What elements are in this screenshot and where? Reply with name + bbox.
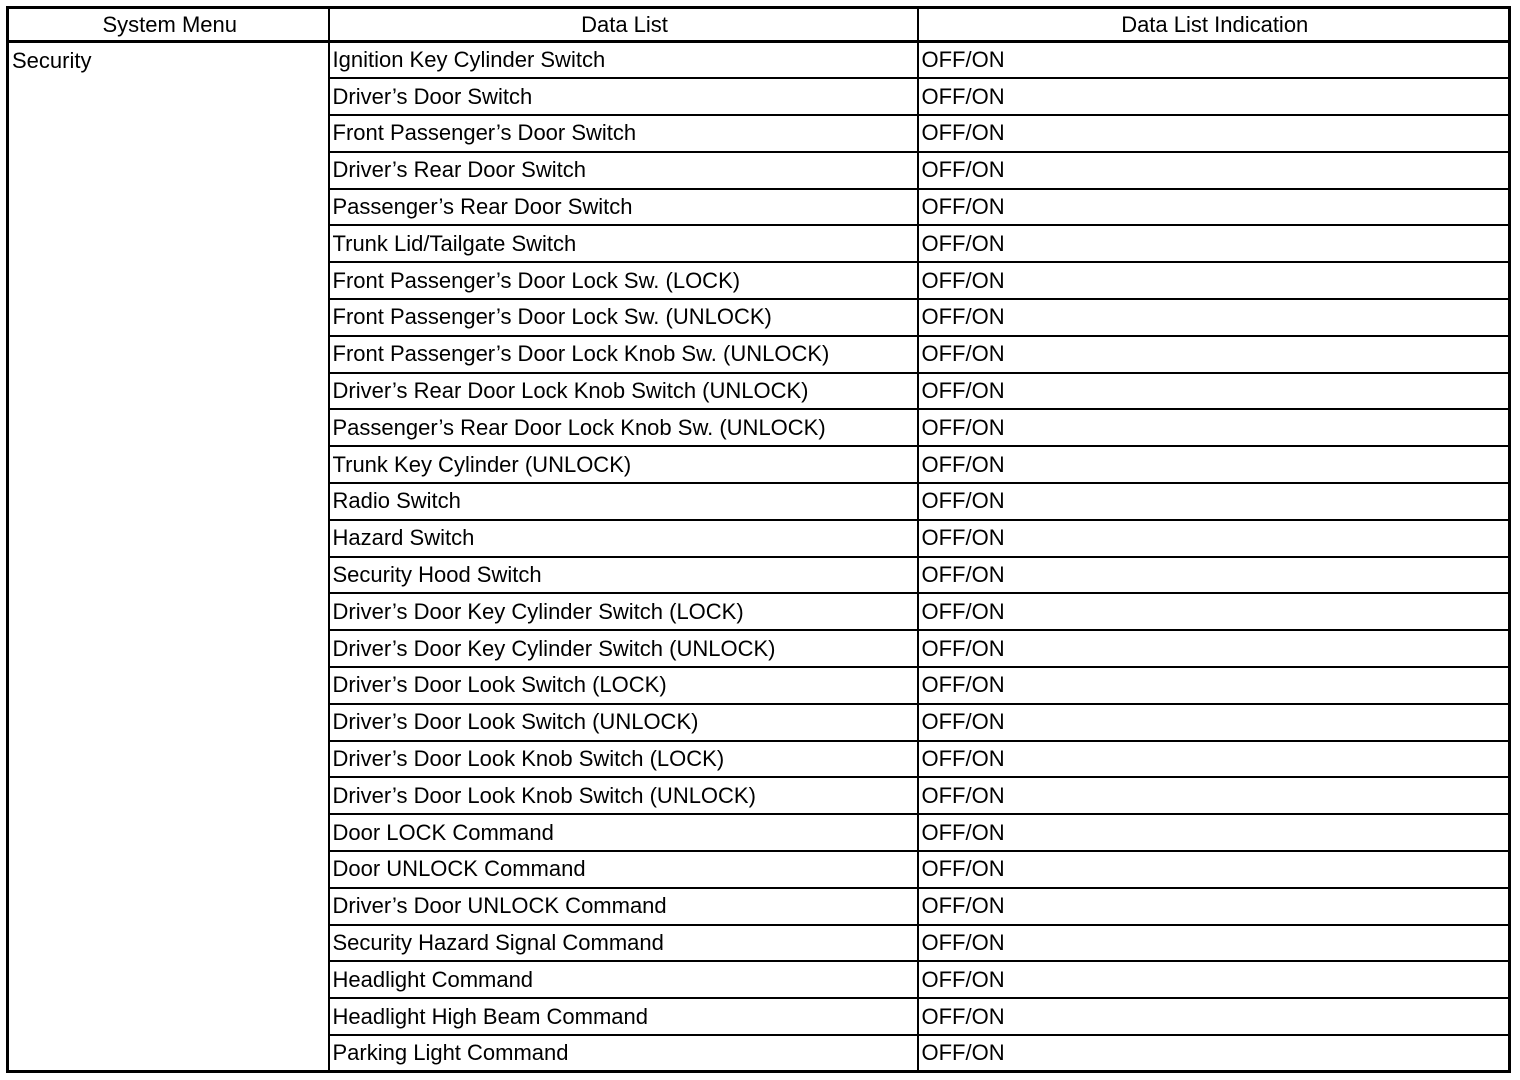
data-list-item: Driver’s Door UNLOCK Command [329, 888, 918, 925]
data-list-item: Front Passenger’s Door Lock Sw. (UNLOCK) [329, 299, 918, 336]
data-list-indication: OFF/ON [918, 520, 1510, 557]
data-list-indication: OFF/ON [918, 262, 1510, 299]
data-list-item: Front Passenger’s Door Lock Knob Sw. (UNLOCK) [329, 336, 918, 373]
data-list-item: Security Hazard Signal Command [329, 925, 918, 962]
data-list-item: Door UNLOCK Command [329, 851, 918, 888]
data-list-indication: OFF/ON [918, 446, 1510, 483]
data-list-item: Passenger’s Rear Door Switch [329, 189, 918, 226]
data-list-indication: OFF/ON [918, 667, 1510, 704]
data-list-item: Headlight High Beam Command [329, 998, 918, 1035]
data-list-indication: OFF/ON [918, 189, 1510, 226]
data-list-indication: OFF/ON [918, 557, 1510, 594]
header-row [8, 8, 1510, 42]
data-list-indication: OFF/ON [918, 925, 1510, 962]
data-list-item: Driver’s Rear Door Lock Knob Switch (UNLOCK) [329, 373, 918, 410]
data-list-item: Driver’s Door Look Knob Switch (UNLOCK) [329, 777, 918, 814]
data-list-indication: OFF/ON [918, 42, 1510, 79]
data-list-indication: OFF/ON [918, 152, 1510, 189]
data-list-indication: OFF/ON [918, 336, 1510, 373]
data-list-indication: OFF/ON [918, 115, 1510, 152]
table-body [8, 42, 1510, 1072]
data-list-indication: OFF/ON [918, 814, 1510, 851]
data-list-item: Driver’s Door Key Cylinder Switch (UNLOCK) [329, 630, 918, 667]
header-system-menu: System Menu [8, 8, 329, 42]
data-list-indication: OFF/ON [918, 961, 1510, 998]
data-list-item: Driver’s Rear Door Switch [329, 152, 918, 189]
system-menu-cell: Security [8, 42, 329, 1072]
data-list-indication: OFF/ON [918, 998, 1510, 1035]
data-list-indication: OFF/ON [918, 78, 1510, 115]
header-data-list-indication: Data List Indication [918, 8, 1510, 42]
data-list-indication: OFF/ON [918, 593, 1510, 630]
data-list-item: Driver’s Door Key Cylinder Switch (LOCK) [329, 593, 918, 630]
data-list-item: Driver’s Door Switch [329, 78, 918, 115]
data-list-item: Parking Light Command [329, 1035, 918, 1072]
data-list-item: Driver’s Door Look Knob Switch (LOCK) [329, 741, 918, 778]
data-list-indication: OFF/ON [918, 483, 1510, 520]
data-list-indication: OFF/ON [918, 409, 1510, 446]
data-list-indication: OFF/ON [918, 888, 1510, 925]
data-list-item: Trunk Lid/Tailgate Switch [329, 225, 918, 262]
data-list-item: Hazard Switch [329, 520, 918, 557]
data-list-item: Front Passenger’s Door Lock Sw. (LOCK) [329, 262, 918, 299]
data-list-indication: OFF/ON [918, 373, 1510, 410]
data-list-indication: OFF/ON [918, 630, 1510, 667]
data-list-item: Driver’s Door Look Switch (UNLOCK) [329, 704, 918, 741]
data-list-item: Ignition Key Cylinder Switch [329, 42, 918, 79]
data-list-item: Trunk Key Cylinder (UNLOCK) [329, 446, 918, 483]
data-list-indication: OFF/ON [918, 851, 1510, 888]
data-list-item: Front Passenger’s Door Switch [329, 115, 918, 152]
data-list-indication: OFF/ON [918, 1035, 1510, 1072]
data-list-item: Driver’s Door Look Switch (LOCK) [329, 667, 918, 704]
data-list-item: Door LOCK Command [329, 814, 918, 851]
data-list-item: Headlight Command [329, 961, 918, 998]
data-list-indication: OFF/ON [918, 225, 1510, 262]
header-data-list: Data List [329, 8, 918, 42]
data-list-item: Passenger’s Rear Door Lock Knob Sw. (UNLOCK) [329, 409, 918, 446]
data-list-indication: OFF/ON [918, 741, 1510, 778]
data-list-indication: OFF/ON [918, 299, 1510, 336]
table-row [8, 42, 1510, 79]
data-list-item: Security Hood Switch [329, 557, 918, 594]
data-list-indication: OFF/ON [918, 777, 1510, 814]
data-list-item: Radio Switch [329, 483, 918, 520]
data-list-table [6, 6, 1511, 1073]
data-list-indication: OFF/ON [918, 704, 1510, 741]
